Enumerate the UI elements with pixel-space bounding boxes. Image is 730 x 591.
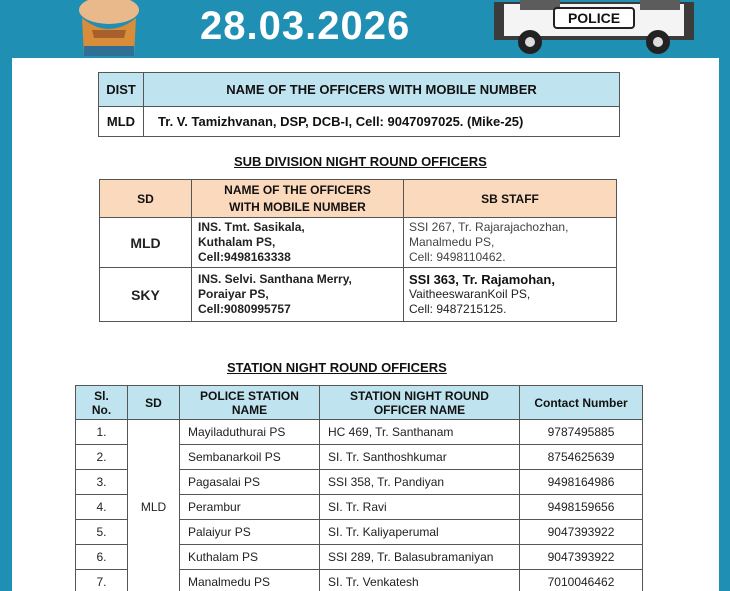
officer-line: Cell:9498163338 — [198, 250, 291, 264]
station-value: Palaiyur PS — [180, 520, 320, 545]
officer-line: Cell:9080995757 — [198, 302, 291, 316]
col-sb-staff: SB STAFF — [404, 180, 617, 218]
sl-value: 3. — [76, 470, 128, 495]
table-header-row — [100, 180, 617, 218]
table-header-row — [76, 386, 643, 420]
col-contact-number: Contact Number — [520, 386, 643, 420]
police-officer-icon — [64, 0, 154, 56]
sl-value: 6. — [76, 545, 128, 570]
col-off-line-2: OFFICER NAME — [373, 402, 466, 417]
table-row — [99, 107, 620, 137]
sub-division-heading: SUB DIVISION NIGHT ROUND OFFICERS — [234, 154, 487, 169]
sl-value: 4. — [76, 495, 128, 520]
sd-value: SKY — [100, 268, 192, 322]
contact-value: 9498159656 — [520, 495, 643, 520]
officer-value: SI. Tr. Venkatesh — [320, 570, 520, 591]
header-banner — [0, 0, 730, 58]
sl-value: 2. — [76, 445, 128, 470]
officer-value: SI. Tr. Kaliyaperumal — [320, 520, 520, 545]
district-officer-table — [98, 72, 620, 137]
sb-staff-cell — [404, 218, 617, 268]
col-officer-name: NAME OF THE OFFICERS WITH MOBILE NUMBER — [144, 73, 620, 107]
officer-value: SI. Tr. Santhoshkumar — [320, 445, 520, 470]
sb-line: SSI 363, Tr. Rajamohan, — [409, 272, 555, 287]
officer-value: SSI 358, Tr. Pandiyan — [320, 470, 520, 495]
col-police-station — [180, 386, 320, 420]
table-row — [76, 420, 643, 445]
officer-line: INS. Tmt. Sasikala, — [198, 220, 305, 234]
col-officer-line-2: WITH MOBILE NUMBER — [229, 199, 366, 214]
station-value: Sembanarkoil PS — [180, 445, 320, 470]
officer-value: HC 469, Tr. Santhanam — [320, 420, 520, 445]
officer-line: Kuthalam PS, — [198, 235, 276, 249]
officer-value: SSI 289, Tr. Balasubramaniyan — [320, 545, 520, 570]
sb-line: VaitheeswaranKoil PS, — [409, 287, 531, 301]
sl-value: 1. — [76, 420, 128, 445]
contact-value: 9498164986 — [520, 470, 643, 495]
station-value: Perambur — [180, 495, 320, 520]
col-sl-no — [76, 386, 128, 420]
station-value: Mayiladuthurai PS — [180, 420, 320, 445]
contact-value: 8754625639 — [520, 445, 643, 470]
police-car-icon — [490, 0, 698, 56]
officer-cell — [192, 268, 404, 322]
station-value: Pagasalai PS — [180, 470, 320, 495]
sd-value: MLD — [128, 420, 180, 591]
col-dist: DIST — [99, 73, 144, 107]
sb-staff-cell — [404, 268, 617, 322]
contact-value: 9047393922 — [520, 545, 643, 570]
table-header-row — [99, 73, 620, 107]
dist-officer: Tr. V. Tamizhvanan, DSP, DCB-I, Cell: 9047097025. (Mike-25) — [144, 107, 620, 137]
station-value: Kuthalam PS — [180, 545, 320, 570]
sub-division-table — [99, 179, 617, 322]
sl-value: 7. — [76, 570, 128, 591]
police-car-label: POLICE — [567, 10, 621, 26]
officer-line: Poraiyar PS, — [198, 287, 269, 301]
contact-value: 9047393922 — [520, 520, 643, 545]
table-row — [100, 218, 617, 268]
col-sd: SD — [128, 386, 180, 420]
col-ps-line-1: POLICE STATION — [200, 388, 299, 403]
col-sd: SD — [100, 180, 192, 218]
contact-value: 7010046462 — [520, 570, 643, 591]
table-row — [100, 268, 617, 322]
sb-line: SSI 267, Tr. Rajarajachozhan, — [409, 220, 569, 234]
col-sl-line-1: Sl. — [94, 388, 109, 403]
page-date: 28.03.2026 — [200, 4, 411, 48]
col-off-line-1: STATION NIGHT ROUND — [350, 388, 489, 403]
sb-line: Cell: 9498110462. — [409, 250, 506, 264]
officer-line: INS. Selvi. Santhana Merry, — [198, 272, 352, 286]
officer-cell — [192, 218, 404, 268]
sd-value: MLD — [100, 218, 192, 268]
col-officer-name — [320, 386, 520, 420]
station-heading: STATION NIGHT ROUND OFFICERS — [227, 360, 447, 375]
contact-value: 9787495885 — [520, 420, 643, 445]
sb-line: Manalmedu PS, — [409, 235, 495, 249]
dist-value: MLD — [99, 107, 144, 137]
station-value: Manalmedu PS — [180, 570, 320, 591]
col-officer-name — [192, 180, 404, 218]
col-ps-line-2: NAME — [231, 402, 268, 417]
sb-line: Cell: 9487215125. — [409, 302, 507, 316]
sl-value: 5. — [76, 520, 128, 545]
col-sl-line-2: No. — [91, 402, 112, 417]
officer-value: SI. Tr. Ravi — [320, 495, 520, 520]
station-night-round-table — [75, 385, 643, 591]
col-officer-line-1: NAME OF THE OFFICERS — [224, 182, 371, 197]
